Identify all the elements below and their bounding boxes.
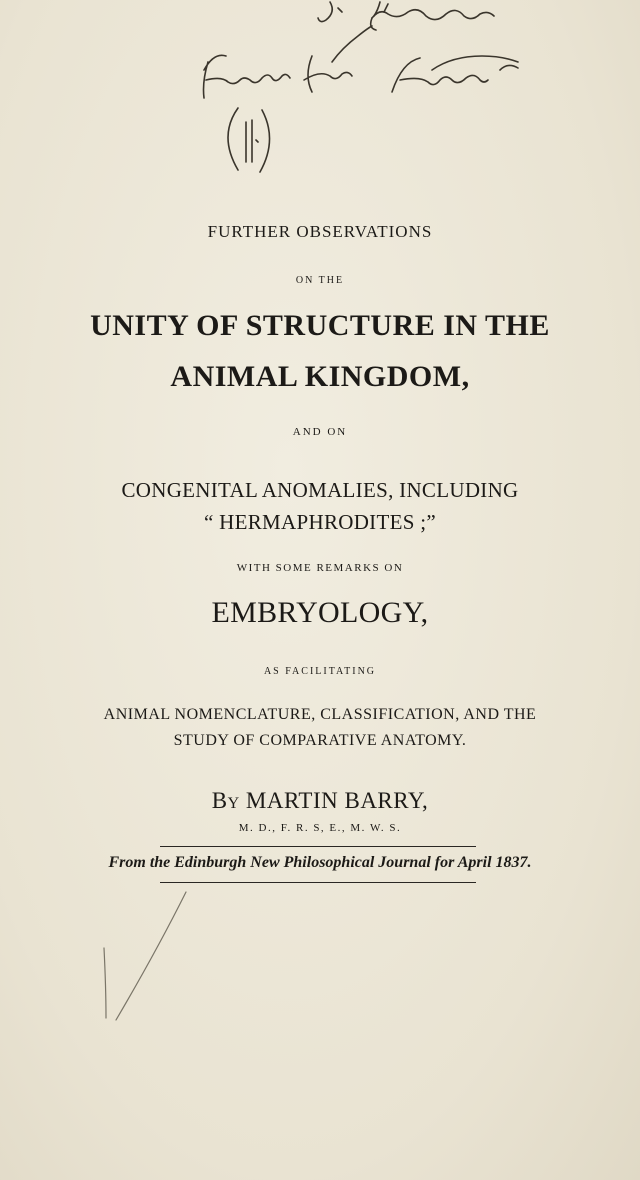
- title-line-2: ON THE: [295, 275, 345, 286]
- title-line-12: STUDY OF COMPARATIVE ANATOMY.: [173, 732, 467, 749]
- handwritten-inscription: [0, 0, 640, 200]
- bottom-rule: [160, 882, 476, 883]
- title-line-10: AS FACILITATING: [263, 666, 377, 677]
- author-line: [0, 788, 640, 814]
- top-rule: [160, 846, 476, 847]
- title-line-9: EMBRYOLOGY,: [211, 596, 429, 629]
- title-line-8: WITH SOME REMARKS ON: [236, 562, 404, 574]
- title-line-6: CONGENITAL ANOMALIES, INCLUDING: [121, 478, 519, 502]
- author-degrees: M. D., F. R. S, E., M. W. S.: [238, 822, 402, 834]
- title-line-7: “ HERMAPHRODITES ;”: [203, 510, 437, 534]
- citation: From the Edinburgh New Philosophical Journal for April 1837.: [108, 854, 532, 871]
- author-name: MARTIN BARRY,: [245, 788, 429, 813]
- author-by: By: [211, 788, 240, 813]
- title-line-3: UNITY OF STRUCTURE IN THE: [90, 309, 550, 342]
- title-line-1: FURTHER OBSERVATIONS: [207, 222, 433, 241]
- title-line-4: ANIMAL KINGDOM,: [170, 360, 470, 393]
- pencil-mark: [0, 890, 640, 1030]
- title-line-11: ANIMAL NOMENCLATURE, CLASSIFICATION, AND THE: [103, 706, 537, 723]
- title-line-5: AND ON: [292, 426, 348, 438]
